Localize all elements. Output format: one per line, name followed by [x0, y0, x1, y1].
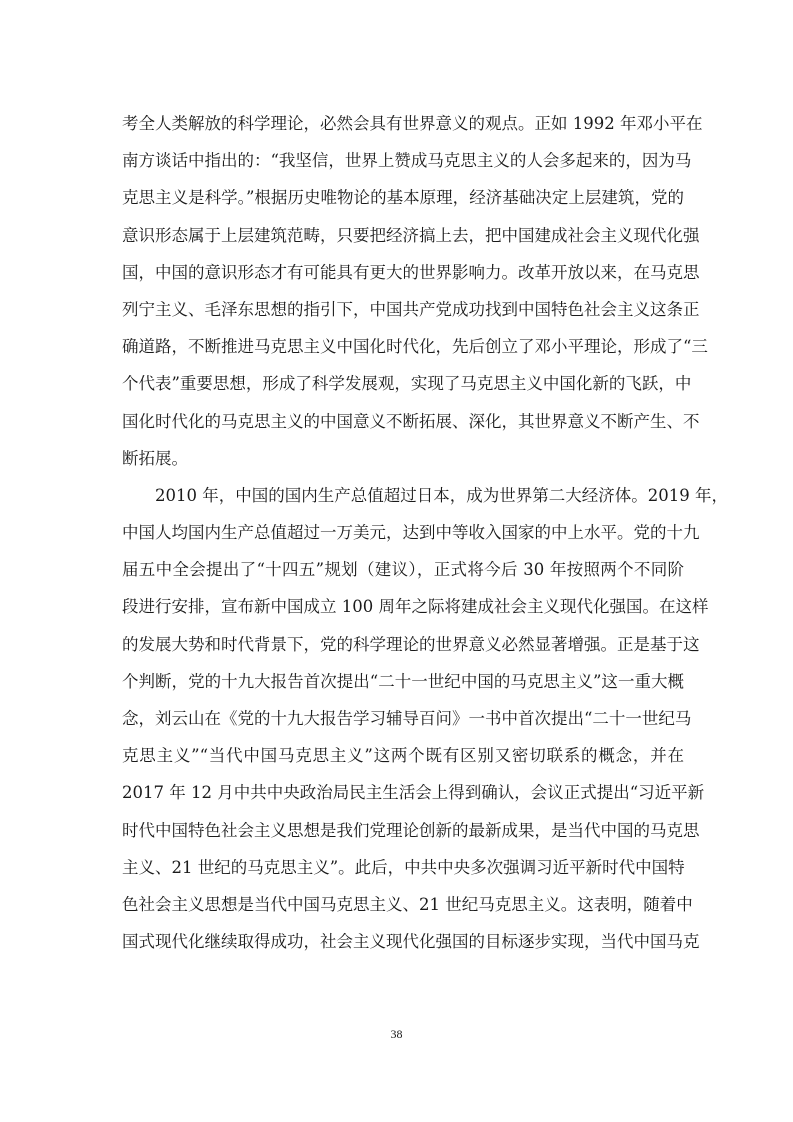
text-line: 国，中国的意识形态才有可能具有更大的世界影响力。改革开放以来，在马克思 [122, 262, 700, 282]
text-line: 届五中全会提出了“十四五”规划（建议），正式将今后 30 年按照两个不同阶 [122, 560, 684, 580]
text-line: 时代中国特色社会主义思想是我们党理论创新的最新成果，是当代中国的马克思 [122, 820, 700, 840]
text-line: 个判断，党的十九大报告首次提出“二十一世纪中国的马克思主义”这一重大概 [122, 671, 684, 691]
text-line: 国化时代化的马克思主义的中国意义不断拓展、深化，其世界意义不断产生、不 [122, 411, 700, 431]
text-line: 2010 年，中国的国内生产总值超过日本，成为世界第二大经济体。2019 年， [155, 485, 728, 505]
text-line: 主义、21 世纪的马克思主义”。此后，中共中央多次强调习近平新时代中国特 [122, 857, 685, 877]
text-line: 2017 年 12 月中共中央政治局民主生活会上得到确认，会议正式提出“习近平新 [122, 783, 705, 803]
text-line: 意识形态属于上层建筑范畴，只要把经济搞上去，把中国建成社会主义现代化强 [122, 225, 700, 245]
text-line: 色社会主义思想是当代中国马克思主义、21 世纪马克思主义。这表明，随着中 [122, 894, 693, 914]
page-number: 38 [390, 1027, 403, 1041]
text-line: 克思主义是科学。”根据历史唯物论的基本原理，经济基础决定上层建筑，党的 [122, 188, 684, 208]
text-line: 南方谈话中指出的：“我坚信，世界上赞成马克思主义的人会多起来的，因为马 [122, 151, 692, 171]
text-line: 确道路，不断推进马克思主义中国化时代化，先后创立了邓小平理论，形成了“三 [122, 337, 708, 357]
paragraph [122, 105, 708, 477]
text-line: 克思主义”“当代中国马克思主义”这两个既有区别又密切联系的概念，并在 [122, 746, 684, 766]
text-line: 的发展大势和时代背景下，党的科学理论的世界意义必然显著增强。正是基于这 [122, 634, 700, 654]
text-line: 中国人均国内生产总值超过一万美元，达到中等收入国家的中上水平。党的十九 [122, 523, 700, 543]
text-line: 断拓展。 [122, 448, 188, 468]
paragraph [122, 477, 728, 960]
body-text [122, 105, 728, 960]
text-line: 国式现代化继续取得成功，社会主义现代化强国的目标逐步实现，当代中国马克 [122, 932, 700, 952]
text-line: 考全人类解放的科学理论，必然会具有世界意义的观点。正如 1992 年邓小平在 [122, 114, 703, 133]
text-line: 段进行安排，宣布新中国成立 100 周年之际将建成社会主义现代化强国。在这样 [122, 597, 709, 617]
text-line: 列宁主义、毛泽东思想的指引下，中国共产党成功找到中国特色社会主义这条正 [122, 299, 700, 319]
text-line: 个代表”重要思想，形成了科学发展观，实现了马克思主义中国化新的飞跃，中 [122, 374, 692, 394]
text-line: 念，刘云山在《党的十九大报告学习辅导百问》一书中首次提出“二十一世纪马 [122, 709, 692, 728]
